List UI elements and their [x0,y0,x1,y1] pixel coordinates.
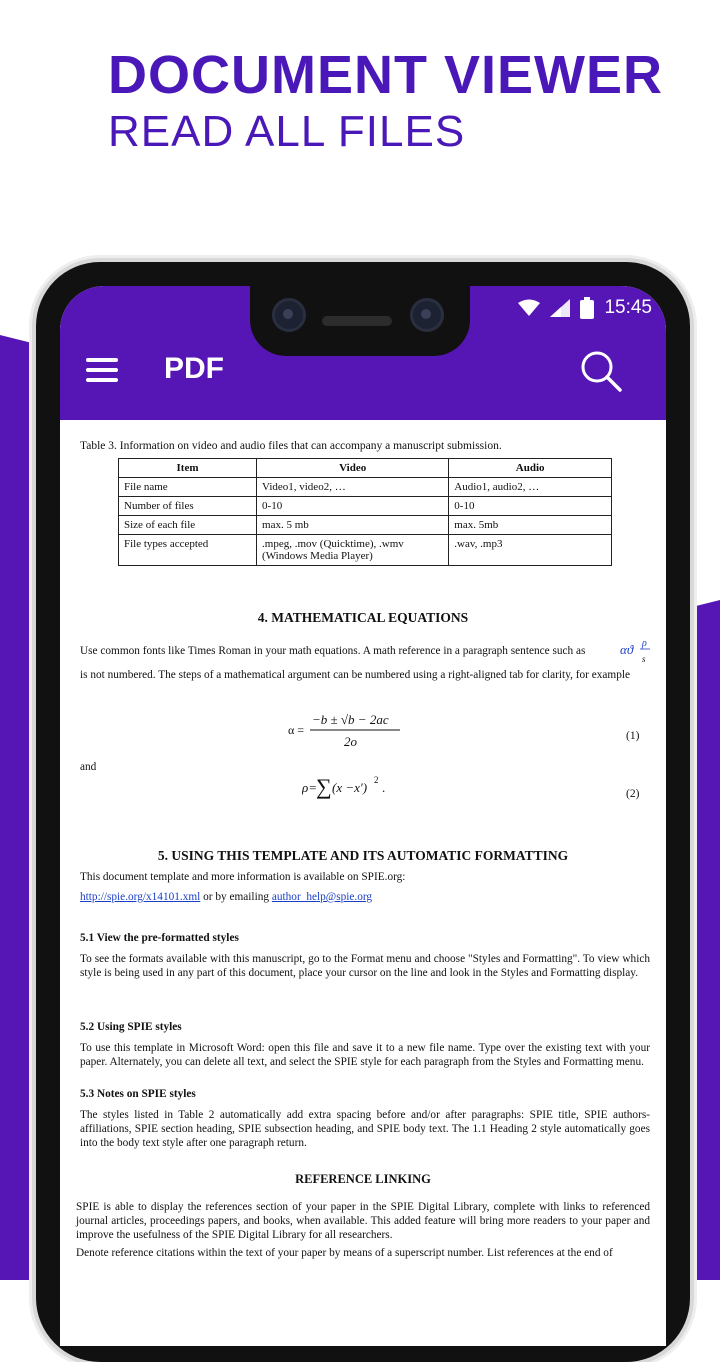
equation-1 [286,704,426,754]
hero-subtitle: READ ALL FILES [108,107,466,156]
camera-notch [250,286,470,356]
subsection-heading: 5.1 View the pre-formatted styles [80,932,239,944]
equation-number: (2) [626,788,640,800]
table-cell: 0-10 [257,497,449,516]
equation-number: (1) [626,730,640,742]
svg-text:2: 2 [374,775,379,785]
menu-icon-bar [86,368,118,372]
table-cell: 0-10 [449,497,612,516]
email-link[interactable]: author_help@spie.org [271,891,373,903]
hero-heading [108,46,663,160]
inline-equation [618,634,652,668]
subsection-heading: 5.2 Using SPIE styles [80,1021,182,1033]
camera-lens [272,298,306,332]
section-heading: 4. MATHEMATICAL EQUATIONS [257,610,469,625]
section-heading: REFERENCE LINKING [295,1172,431,1186]
spie-url-link[interactable]: http://spie.org/x14101.xml [80,891,201,903]
table-row [119,497,612,516]
table-cell: max. 5mb [449,516,612,535]
svg-text:s: s [642,654,646,664]
app-title: PDF [164,352,224,385]
table-cell: Video1, video2, … [257,478,449,497]
battery-icon [580,297,594,319]
section-heading: 5. USING THIS TEMPLATE AND ITS AUTOMATIC FORMATTING [157,848,569,863]
table-row [119,535,612,566]
svg-text:ρ=: ρ= [302,780,318,795]
paragraph: Denote reference citations within the text of your paper by means of a superscript number. List references at the end of [76,1247,613,1259]
search-icon[interactable] [580,350,624,394]
speaker-grille [322,316,392,326]
svg-text:(x −x′): (x −x′) [332,780,368,795]
table-header: Audio [449,459,612,478]
table-cell: File name [119,478,257,497]
table-cell: max. 5 mb [257,516,449,535]
hero-title: DOCUMENT VIEWER [108,45,663,105]
table-row [119,516,612,535]
svg-text:ρ: ρ [642,638,647,649]
svg-text:−b ± √b − 2ac: −b ± √b − 2ac [312,712,389,727]
paragraph: Use common fonts like Times Roman in your math equations. A math reference in a paragraph sentence such as [80,645,586,657]
paragraph: To see the formats available with this manuscript, go to the Format menu and choose "Styles and Formatting". To view which style is being used in any part of this document, place your cursor on the line and look in the Styles and Formatting display. [80,953,650,979]
paragraph: To use this template in Microsoft Word: open this file and save it to a new file name. Type over the existing text with your paper. Alternately, you can delete all text, and select the SPIE style for each paragraph from the Styles and Formatting menu. [80,1042,650,1068]
table-cell: Audio1, audio2, … [449,478,612,497]
table-cell: Size of each file [119,516,257,535]
camera-lens [410,298,444,332]
menu-icon [86,358,118,362]
equation-2 [302,770,402,804]
paragraph: is not numbered. The steps of a mathematical argument can be numbered using a right-aligned tab for clarity, for example [80,669,631,681]
link-line [80,890,650,904]
table-row [119,478,612,497]
info-table [118,458,612,566]
table-header: Video [257,459,449,478]
paragraph: This document template and more information is available on SPIE.org: [80,871,406,883]
link-separator-text: or by emailing [200,891,272,903]
status-time: 15:45 [604,297,652,318]
phone-frame [36,262,690,1362]
table-header-row [119,459,612,478]
signal-icon [550,299,570,317]
svg-text:2o: 2o [344,734,357,749]
menu-button[interactable] [86,358,120,384]
svg-text:αϑ: αϑ [620,642,634,657]
svg-text:.: . [382,780,386,795]
table-cell: Number of files [119,497,257,516]
document-page[interactable] [60,420,666,1346]
table-cell: .wav, .mp3 [449,535,612,566]
wifi-icon [518,299,540,317]
subsection-heading: 5.3 Notes on SPIE styles [80,1088,196,1100]
table-cell: File types accepted [119,535,257,566]
svg-text:∑: ∑ [316,774,332,799]
table-caption: Table 3. Information on video and audio files that can accompany a manuscript submission. [80,440,502,452]
menu-icon-bar [86,378,118,382]
svg-text:α =: α = [288,723,305,737]
app-bar [60,286,666,420]
paragraph: and [80,761,97,773]
paragraph: SPIE is able to display the references section of your paper in the SPIE Digital Library, complete with links to referenced journal articles, proceedings papers, and books, when available. This added feature will bring more readers to your paper and improve the usefulness of the SPIE Digital Library for all researchers. [76,1201,650,1241]
status-bar [518,296,652,320]
phone-screen [60,286,666,1346]
table-cell: .mpeg, .mov (Quicktime), .wmv (Windows Media Player) [257,535,449,566]
table-header: Item [119,459,257,478]
paragraph: The styles listed in Table 2 automatically add extra spacing before and/or after paragraphs: SPIE title, SPIE authors-affiliations, SPIE section heading, SPIE subsection heading, and SPIE body text. The 1.1 Heading 2 style automatically goes into the body text style after one paragraph return. [80,1109,650,1149]
